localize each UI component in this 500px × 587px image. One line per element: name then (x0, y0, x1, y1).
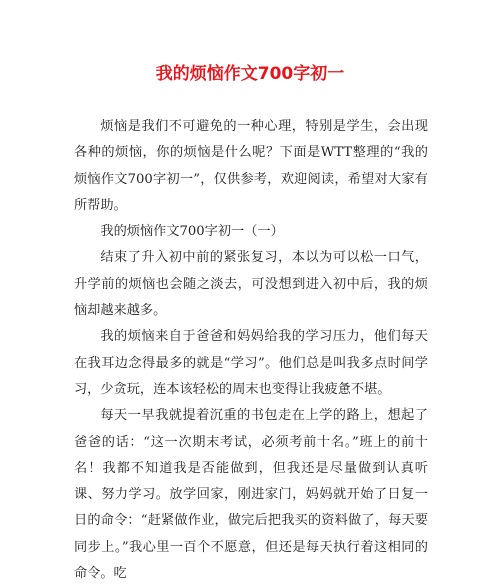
document-title: 我的烦恼作文700字初一 (155, 64, 345, 84)
section-heading: 我的烦恼作文700字初一（一） (100, 224, 284, 240)
paragraph: 每天一早我就提着沉重的书包走在上学的路上，想起了爸爸的话：“这一次期末考试，必须考前十名。”班上的前十名！我都不知道我是否能做到，但我还是尽量做到认真听课、努力学习。放学回家，刚进家门，妈妈就开始了日复一日的命令：“赶紧做作业，做完后把我买的资料做了，每天要同步上。”我心里一百个不愿意，但还是每天执行着这相同的命令。吃 (74, 408, 428, 582)
document-body (74, 114, 428, 587)
paragraph-intro: 烦恼是我们不可避免的一种心理，特别是学生，会出现各种的烦恼，你的烦恼是什么呢？下面是WTT整理的“我的烦恼作文700字初一”，仅供参考，欢迎阅读，希望对大家有所帮助。 (74, 119, 428, 213)
paragraph: 我的烦恼来自于爸爸和妈妈给我的学习压力，他们每天在我耳边念得最多的就是“学习”。他们总是叫我多点时间学习，少贪玩，连本该轻松的周末也变得让我疲惫不堪。 (74, 329, 428, 397)
paragraph: 结束了升入初中前的紧张复习，本以为可以松一口气，升学前的烦恼也会随之淡去，可没想到进入初中后，我的烦恼却越来越多。 (74, 250, 428, 319)
